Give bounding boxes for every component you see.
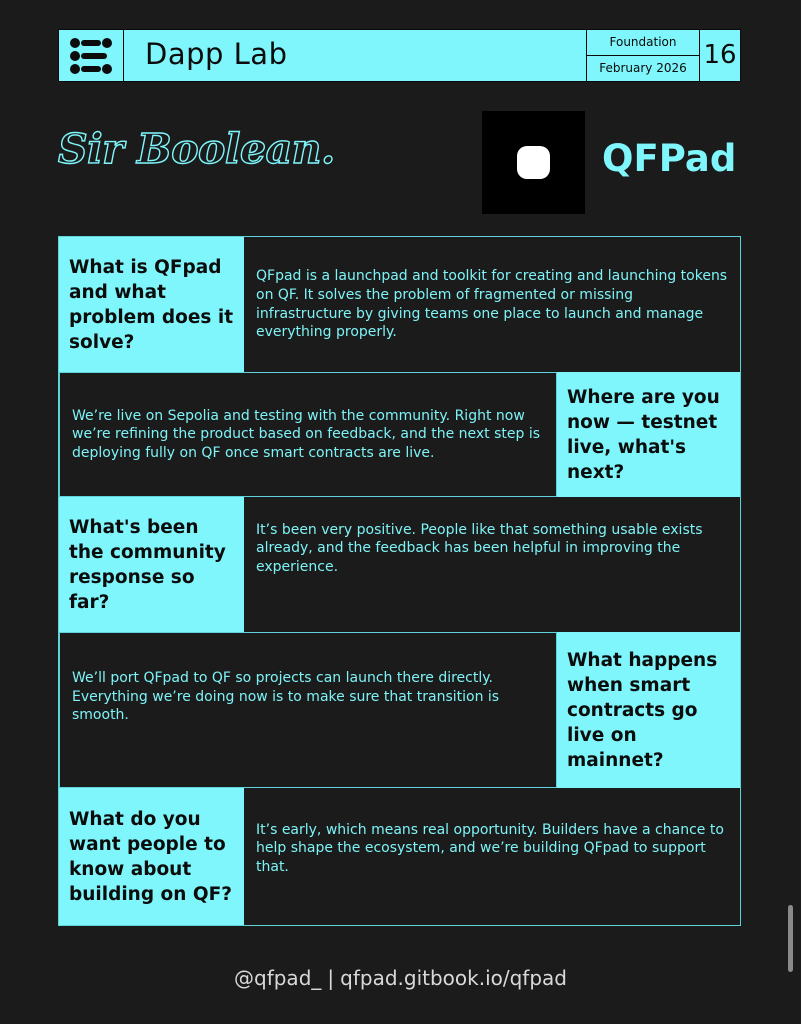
answer-text: It’s early, which means real opportunity. Builders have a chance to help shape the ecosystem, and we’re building QFpad to support that. (256, 821, 724, 875)
publication-title: Dapp Lab (145, 37, 288, 71)
category-label: Foundation (587, 30, 699, 56)
answer-text: It’s been very positive. People like that something usable exists already, and the feedback has been helpful in improving the experience. (256, 521, 703, 575)
qfpad-logo (482, 111, 585, 214)
qa-answer-1 (244, 237, 740, 372)
issue-meta (586, 30, 700, 81)
answer-text: We’re live on Sepolia and testing with the community. Right now we’re refining the product based on feedback, and the next step is deploying fully on QF once smart contracts are live. (72, 407, 541, 461)
question-text: What do you want people to know about building on QF? (69, 808, 232, 905)
qfpad-logo-mark-icon (517, 146, 550, 179)
question-text: What is QFpad and what problem does it solve? (69, 256, 234, 353)
qa-question-5 (59, 788, 244, 925)
dapp-lab-logo (59, 30, 124, 81)
qa-question-4 (557, 632, 740, 788)
docs-link[interactable]: qfpad.gitbook.io/qfpad (340, 966, 567, 990)
sir-boolean-logo: Sir Boolean. (58, 125, 335, 173)
question-text: Where are you now — testnet live, what's next? (567, 386, 720, 483)
footer-separator: | (327, 966, 335, 990)
qa-question-2 (557, 372, 740, 497)
question-text: What's been the community response so far? (69, 516, 226, 613)
header-bar (58, 29, 741, 82)
qa-grid (58, 236, 741, 926)
qa-answer-2 (59, 372, 557, 497)
dots-logo-icon (69, 37, 113, 75)
qa-answer-4 (59, 632, 557, 788)
scrollbar[interactable] (788, 905, 793, 972)
question-text: What happens when smart contracts go live on mainnet? (567, 649, 718, 771)
answer-text: QFpad is a launchpad and toolkit for creating and launching tokens on QF. It solves the problem of fragmented or missing infrastructure by giving teams one place to launch and manage everything properly. (256, 268, 728, 341)
qa-question-3 (59, 497, 244, 632)
qa-answer-3 (244, 497, 740, 632)
project-name: QFPad (602, 137, 737, 180)
answer-text: We’ll port QFpad to QF so projects can launch there directly. Everything we’re doing now is to make sure that transition is smooth. (72, 670, 500, 724)
social-handle[interactable]: @qfpad_ (234, 966, 322, 990)
footer (0, 966, 801, 990)
qa-answer-5 (244, 788, 740, 925)
issue-number: 16 (703, 40, 737, 70)
qa-question-1 (59, 237, 244, 372)
issue-date: February 2026 (599, 61, 687, 75)
